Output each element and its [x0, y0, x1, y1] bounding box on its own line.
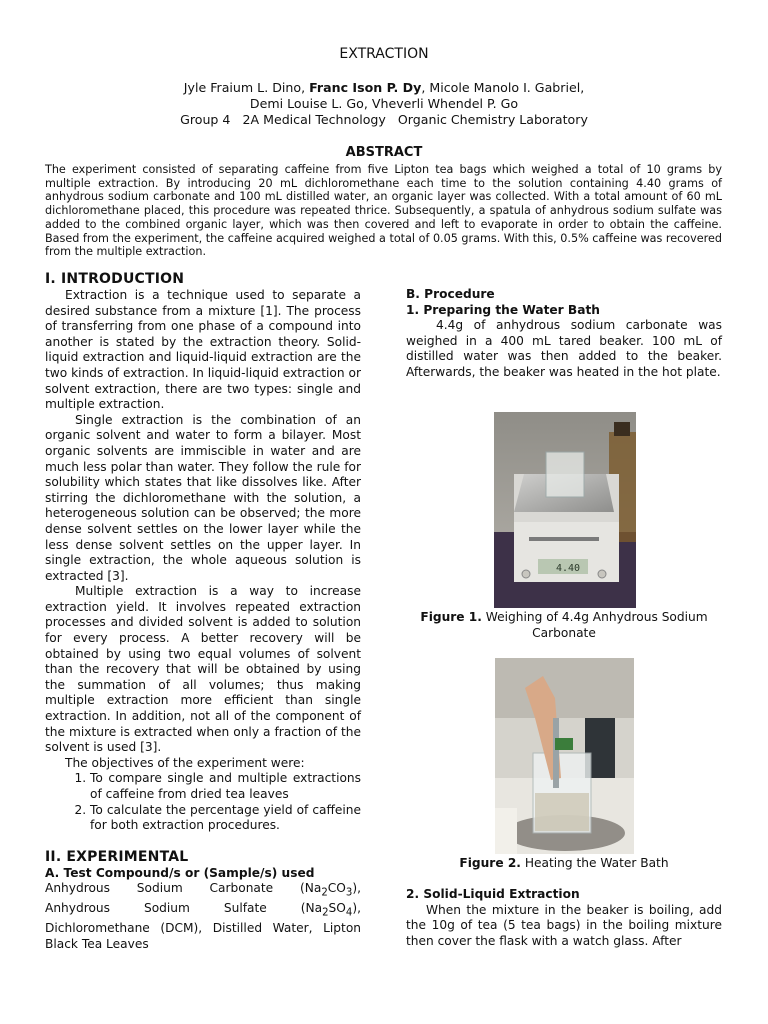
- paper-title: EXTRACTION: [339, 46, 429, 62]
- figure-2-caption-text: Heating the Water Bath: [520, 856, 669, 870]
- author-names: Jyle Fraium L. Dino,: [183, 80, 310, 95]
- step-2-section: [406, 887, 722, 949]
- punctuation: ),: [352, 901, 361, 916]
- step-1-title: 1. Preparing the Water Bath: [406, 302, 600, 317]
- water-bath-photo: [495, 658, 634, 854]
- figure-1-caption-text: Weighing of 4.4g Anhydrous Sodium Carbonate: [481, 610, 708, 640]
- author-line-2: Demi Louise L. Go, Vheverli Whendel P. Go: [249, 96, 519, 111]
- step-2-title: 2. Solid-Liquid Extraction: [406, 887, 580, 901]
- figure-2-label: Figure 2.: [459, 856, 521, 870]
- step-1-text: 4.4g of anhydrous sodium carbonate was weighed in a 400 mL tared beaker. 100 mL of distilled water was then added to the beaker. Afterwards, the beaker was heated in the hot plate.: [406, 318, 722, 379]
- figure-2-photo: [495, 658, 634, 854]
- test-compounds-heading: A. Test Compound/s or (Sample/s) used: [45, 865, 315, 880]
- subscript: 2: [322, 907, 329, 919]
- affiliation-line: Group 4 2A Medical Technology Organic Chemistry Laboratory: [180, 112, 588, 127]
- scale-photo: [494, 412, 636, 608]
- compound-1: Anhydrous Sodium Carbonate (Na: [45, 881, 322, 896]
- subscript: 3: [345, 887, 353, 899]
- intro-heading: I. INTRODUCTION: [45, 271, 185, 287]
- intro-paragraph-1: Extraction is a technique used to separate a desired substance from a mixture [1]. The process of transferring from one phase of a compound into another is stated by the extraction theory. Solid-liquid extraction and liquid-liquid extraction are the two kinds of extraction. In liquid-liquid extraction or solvent extraction, there are two types: single and multiple extraction.: [45, 288, 361, 412]
- author-names: , Micole Manolo I. Gabriel,: [421, 80, 585, 95]
- author-line-1: [0, 80, 768, 96]
- compound-2: Anhydrous Sodium Sulfate (Na: [45, 901, 323, 916]
- corresponding-author: Franc Ison P. Dy: [309, 80, 422, 95]
- compound-2-formula: SO: [328, 901, 346, 916]
- scale-display-readout: 4.40: [556, 563, 581, 574]
- objective-item: 2. To calculate the percentage yield of caffeine for both extraction procedures.: [90, 803, 361, 834]
- procedure-heading: B. Procedure: [406, 287, 495, 301]
- punctuation: ),: [352, 881, 361, 896]
- figure-1-photo: [494, 412, 636, 608]
- figure-1-label: Figure 1.: [420, 610, 482, 624]
- subscript: 2: [321, 887, 328, 899]
- abstract-heading: ABSTRACT: [345, 145, 423, 160]
- intro-paragraph-2: Single extraction is the combination of an organic solvent and water to form a bilayer. Most organic solvents are immiscible in water and are much less polar than water. They follow the rule for solubility which states that like dissolves like. After stirring the dichloromethane with the solution, a heterogeneous solution can be observed; the more dense solvent settles on the lower layer while the less dense solvent settles on the upper layer. In single extraction, the whole aqueous solution is extracted [3].: [45, 412, 361, 583]
- step-2-text: When the mixture in the beaker is boiling, add the 10g of tea (5 tea bags) in the boiling mixture then cover the flask with a watch glass. After: [406, 902, 722, 948]
- intro-paragraph-3: Multiple extraction is a way to increase extraction yield. It involves repeated extraction processes and divided solvent is added to solution for every process. A better recovery will be obtained by using two equal volumes of solvent than the recovery that will be obtained by using the summation of all volumes; thus making multiple extraction more efficient than single extraction. In addition, not all of the component of the mixture is extracted when only a fraction of the solvent is used [3].: [45, 584, 361, 755]
- left-column: [45, 270, 361, 953]
- objective-item: 1. To compare single and multiple extractions of caffeine from dried tea leaves: [90, 771, 361, 802]
- test-compounds-text: [45, 881, 361, 952]
- figure-1-caption: [406, 610, 722, 641]
- subscript: 4: [345, 907, 353, 919]
- compound-list-rest: Dichloromethane (DCM), Distilled Water, Lipton Black Tea Leaves: [45, 921, 361, 952]
- experimental-heading: II. EXPERIMENTAL: [45, 848, 189, 865]
- figure-2-caption: [406, 856, 722, 872]
- author-block: [0, 80, 768, 128]
- compound-1-formula: CO: [327, 881, 346, 896]
- objectives-list: [45, 771, 361, 833]
- objectives-intro: The objectives of the experiment were:: [65, 755, 305, 770]
- abstract-text: The experiment consisted of separating caffeine from five Lipton tea bags which weighed a total of 10 grams by multiple extraction. By introducing 20 mL dichloromethane each time to the solution containing 4.40 grams of anhydrous sodium carbonate and 100 mL distilled water, an organic layer was collected. With a total amount of 60 mL dichloromethane placed, this procedure was repeated thrice. Subsequently, a spatula of anhydrous sodium sulfate was added to the combined organic layer, which was then covered and left to evaporate in order to obtain the caffeine. Based from the experiment, the caffeine acquired weighed a total of 0.05 grams. With this, 0.5% caffeine was recovered from the multiple extraction.: [45, 163, 722, 259]
- procedure-section: [406, 287, 722, 381]
